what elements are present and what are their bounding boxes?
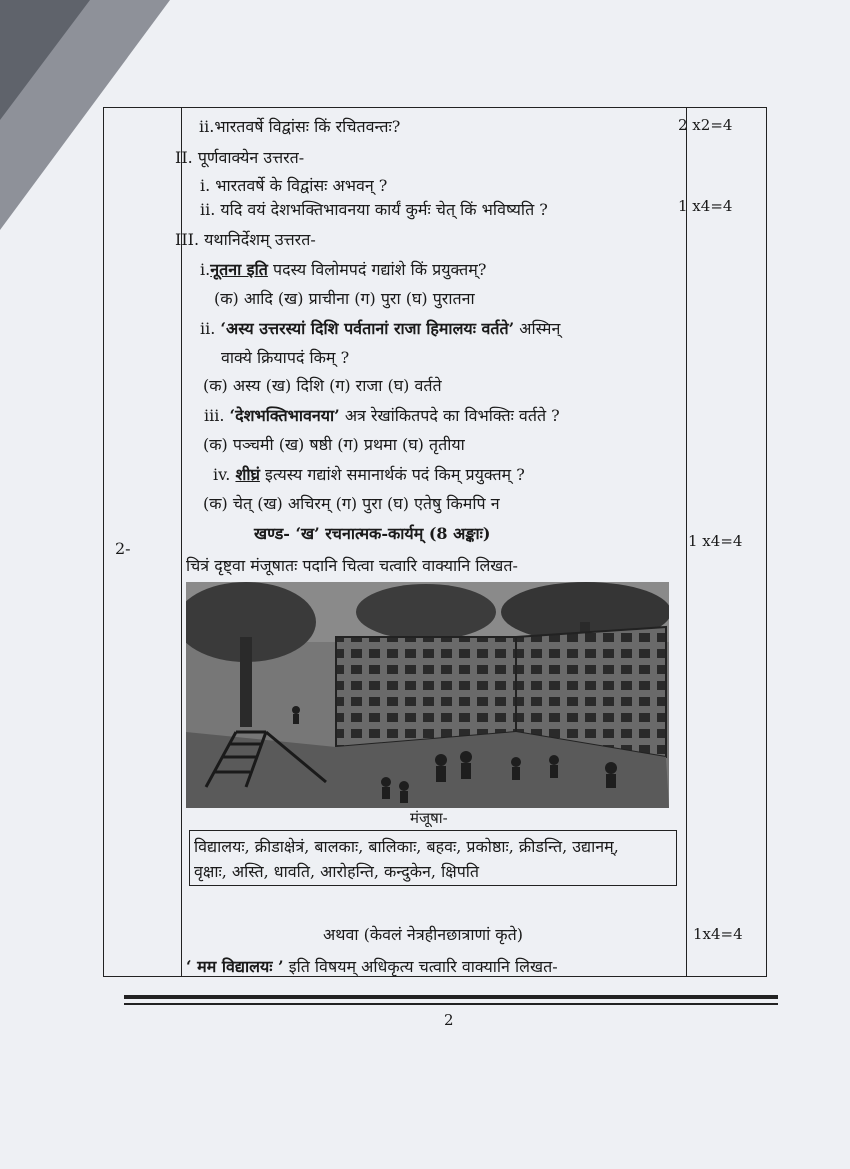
marks-2x2: 2 x2=4	[678, 116, 733, 134]
section-heading: II. पूर्णवाक्येन उत्तरत-	[175, 148, 305, 167]
question-text	[204, 406, 560, 426]
question-prefix: i.	[200, 260, 211, 279]
bold-term: ‘ मम विद्यालयः ’	[186, 957, 284, 976]
folded-corner	[0, 0, 90, 120]
word-list-line: विद्यालयः, क्रीडाक्षेत्रं, बालकाः, बालिकाः, बहवः, प्रकोष्ठाः, क्रीडन्ति, उद्यानम्,	[194, 837, 619, 856]
bold-term: ‘अस्य उत्तरस्यां दिशि पर्वतानां राजा हिमालयः वर्तते’	[220, 319, 515, 338]
question-prefix: ii.	[200, 319, 221, 338]
question-text	[200, 260, 486, 280]
marks-1x4-a: 1 x4=4	[678, 197, 733, 215]
question-text: ii. यदि वयं देशभक्तिभावनया कार्यं कुर्मः चेत् किं भविष्यति ?	[200, 200, 548, 219]
options-line: (क) आदि (ख) प्राचीना (ग) पुरा (घ) पुरातना	[214, 289, 475, 308]
question-prefix: iv.	[213, 465, 236, 484]
question-text: i. भारतवर्षे के विद्वांसः अभवन् ?	[200, 176, 388, 195]
manjusha-label: मंजूषा-	[410, 809, 448, 827]
options-line: (क) पञ्चमी (ख) षष्ठी (ग) प्रथमा (घ) तृतीया	[203, 435, 465, 454]
bold-term: शीघ्रं	[235, 465, 260, 484]
options-line: (क) अस्य (ख) दिशि (ग) राजा (घ) वर्तते	[203, 376, 442, 395]
question-text	[213, 465, 525, 485]
question-rest: इत्यस्य गद्यांशे समानार्थकं पदं किम् प्रयुक्तम् ?	[259, 465, 525, 484]
marks-1x4-b: 1 x4=4	[688, 532, 743, 550]
question-rest: अस्मिन्	[514, 319, 561, 338]
question-rest: पदस्य विलोमपदं गद्यांशे किं प्रयुक्तम्?	[267, 260, 487, 279]
marks-1x4-c: 1x4=4	[693, 925, 743, 943]
instruction-text: चित्रं दृष्ट्वा मंजूषातः पदानि चित्वा चत्वारि वाक्यानि लिखत-	[186, 556, 518, 575]
column-divider-right	[686, 107, 687, 977]
footer-rule-thin	[124, 1003, 778, 1005]
question-rest: इति विषयम् अधिकृत्य चत्वारि वाक्यानि लिखत-	[283, 957, 558, 976]
section-title: खण्ड- ‘ख’ रचनात्मक-कार्यम् (8 अङ्काः)	[254, 524, 491, 543]
alternative-heading	[323, 925, 523, 945]
question-prefix: iii.	[204, 406, 230, 425]
question-number: 2-	[115, 539, 131, 558]
page-number: 2	[444, 1011, 454, 1029]
alternative-heading-text: अथवा (केवलं नेत्रहीनछात्राणां कृते)	[323, 925, 523, 944]
bold-term: ‘देशभक्तिभावनया’	[229, 406, 340, 425]
bold-term: नूतना इति	[210, 260, 268, 279]
footer-rule-thick	[124, 995, 778, 999]
school-drawing-image	[186, 582, 669, 808]
options-line: (क) चेत् (ख) अचिरम् (ग) पुरा (घ) एतेषु किमपि न	[203, 494, 500, 513]
section-heading: III. यथानिर्देशम् उत्तरत-	[175, 230, 316, 249]
question-rest: अत्र रेखांकितपदे का विभक्तिः वर्तते ?	[339, 406, 560, 425]
question-text: वाक्ये क्रियापदं किम् ?	[221, 348, 350, 367]
question-text: ii.भारतवर्षे विद्वांसः किं रचितवन्तः?	[199, 117, 401, 136]
word-list-line: वृक्षाः, अस्ति, धावति, आरोहन्ति, कन्दुकेन, क्षिपति	[194, 862, 480, 881]
question-text	[186, 957, 558, 977]
question-text	[200, 319, 560, 339]
